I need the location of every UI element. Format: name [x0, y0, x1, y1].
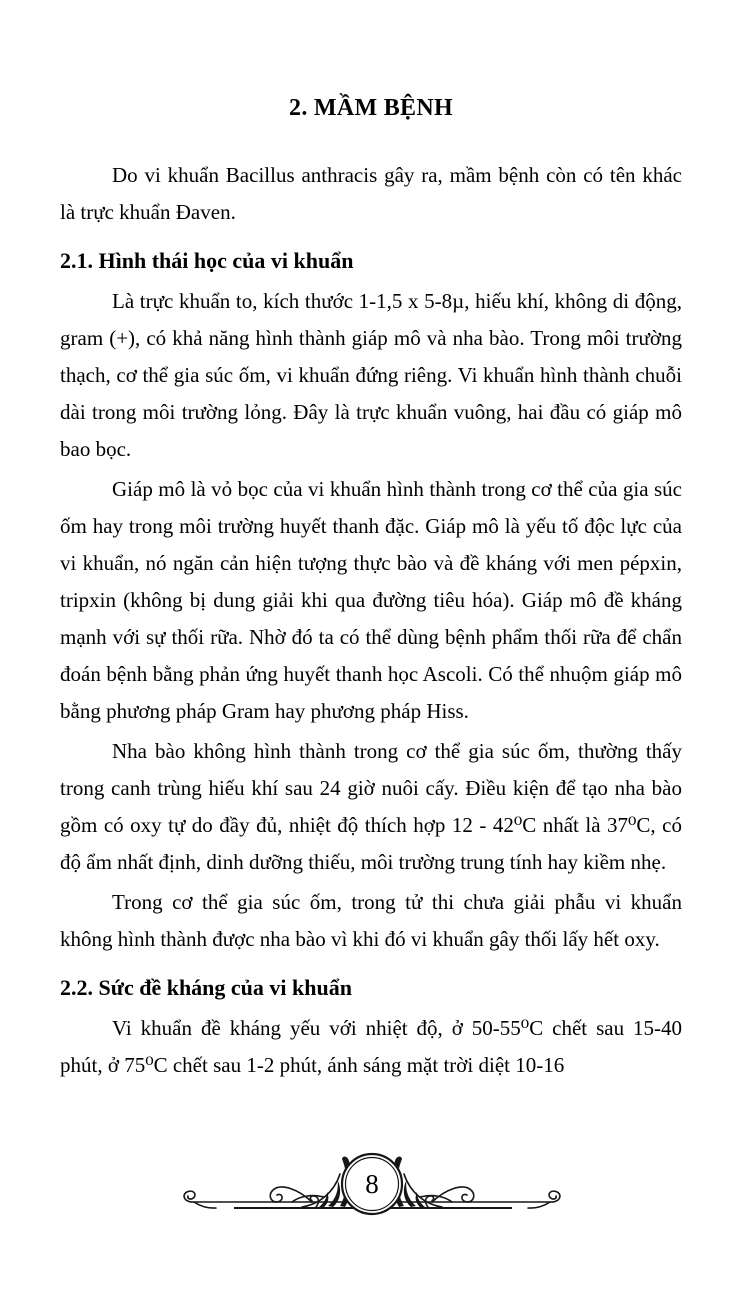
paragraph-resistance-1: Vi khuẩn đề kháng yếu với nhiệt độ, ở 50-55⁰C chết sau 15-40 phút, ở 75⁰C chết sau 1-2 phút, ánh sáng mặt trời diệt 10-16: [60, 1016, 682, 1077]
chapter-title: 2. MẦM BỆNH: [289, 95, 453, 121]
section-heading-morphology: 2.1. Hình thái học của vi khuẩn: [60, 248, 354, 273]
paragraph-morphology-1: Là trực khuẩn to, kích thước 1-1,5 x 5-8µ, hiếu khí, không di động, gram (+), có khả năng hình thành giáp mô và nha bào. Trong môi trường thạch, cơ thể gia súc ốm, vi khuẩn đứng riêng. Vi khuẩn hình thành chuỗi dài trong môi trường lỏng. Đây là trực khuẩn vuông, hai đầu có giáp mô bao bọc.: [60, 289, 682, 461]
page-footer: [0, 1150, 744, 1234]
paragraph-capsule: Giáp mô là vỏ bọc của vi khuẩn hình thành trong cơ thể của gia súc ốm hay trong môi trường huyết thanh đặc. Giáp mô là yếu tố độc lực của vi khuẩn, nó ngăn cản hiện tượng thực bào và đề kháng với men pépxin, tripxin (không bị dung giải khi qua đường tiêu hóa). Giáp mô đề kháng mạnh với sự thối rữa. Nhờ đó ta có thể dùng bệnh phẩm thối rữa để chẩn đoán bệnh bằng phản ứng huyết thanh học Ascoli. Có thể nhuộm giáp mô bằng phương pháp Gram hay phương pháp Hiss.: [60, 477, 682, 723]
page-number: 8: [365, 1169, 379, 1199]
paragraph-spore: Nha bào không hình thành trong cơ thể gia súc ốm, thường thấy trong canh trùng hiếu khí sau 24 giờ nuôi cấy. Điều kiện để tạo nha bào gồm có oxy tự do đầy đủ, nhiệt độ thích hợp 12 - 42⁰C nhất là 37⁰C, có độ ẩm nhất định, dinh dưỡng thiếu, môi trường trung tính hay kiềm nhẹ.: [60, 739, 682, 874]
intro-paragraph: Do vi khuẩn Bacillus anthracis gây ra, mầm bệnh còn có tên khác là trực khuẩn Đaven.: [60, 163, 682, 224]
paragraph-no-spore-in-body: Trong cơ thể gia súc ốm, trong tử thi chưa giải phẫu vi khuẩn không hình thành được nha bào vì khi đó vi khuẩn gây thối lấy hết oxy.: [60, 890, 682, 951]
flourish-divider-icon: [182, 1150, 562, 1234]
section-heading-resistance: 2.2. Sức đề kháng của vi khuẩn: [60, 975, 352, 1000]
